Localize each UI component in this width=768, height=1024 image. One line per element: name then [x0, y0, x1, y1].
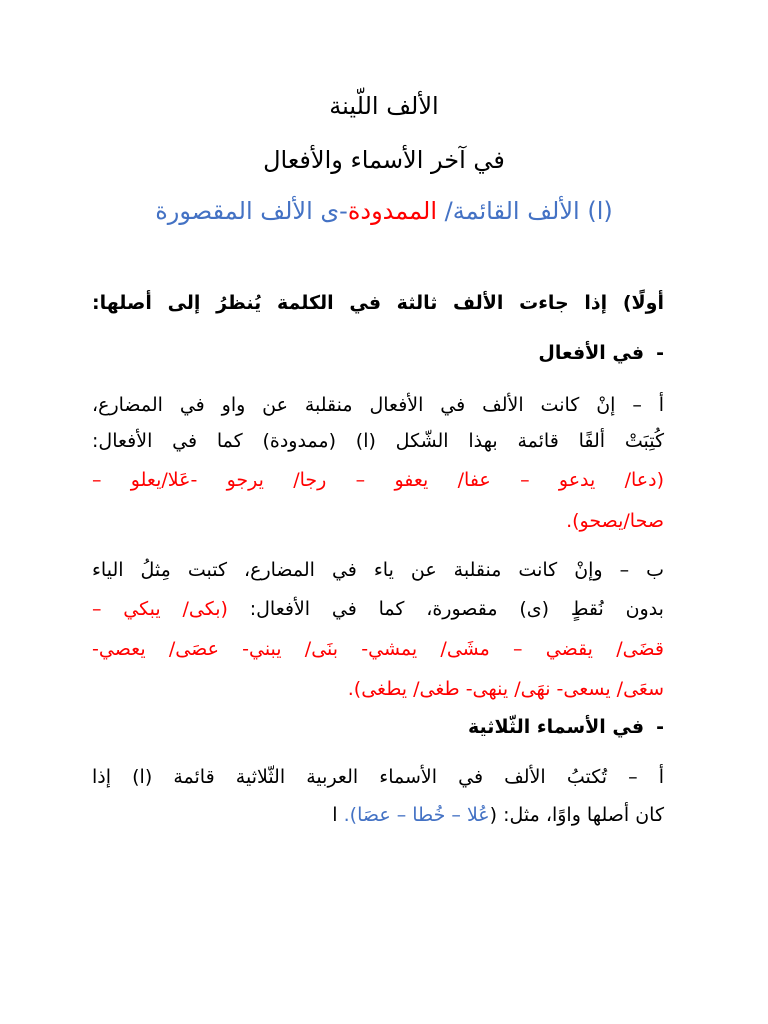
- para-b-line-2-red: (بكى/ يبكي –: [92, 598, 228, 620]
- title-line-2: في آخر الأسماء والأفعال: [263, 146, 505, 174]
- title-blue-part-a: (ا) الألف القائمة/: [437, 197, 613, 225]
- para-b-line-1: ب – وإنْ كانت منقلبة عن ياء في المضارع، كتبت مِثلُ الياء: [92, 559, 664, 581]
- para-a-line-3: (دعا/ يدعو – عفا/ يعفو – رجا/ يرجو -عَلا/يعلو –: [92, 469, 664, 491]
- para-b-line-2: [92, 594, 664, 624]
- para-c-line-2-text: كان أصلها واوًا، مثل: (: [489, 804, 664, 826]
- subheading-text: في الأفعال: [538, 342, 645, 364]
- title-line-3: [0, 192, 768, 230]
- para-a-line-4: صحا/يصحو).: [566, 510, 664, 532]
- para-a-line-1: أ – إنْ كانت الألف في الأفعال منقلبة عن واو في المضارع،: [92, 394, 664, 416]
- title-red-part: الممدودة: [347, 197, 438, 225]
- para-c-examples: عُلا – خُطا – عصَا: [357, 804, 490, 826]
- section2-subheading: [468, 712, 664, 742]
- para-a-line-2: كُتِبَتْ ألفًا قائمة بهذا الشّكل (ا) (ممدودة) كما في الأفعال:: [92, 430, 664, 452]
- subheading-dash: -: [656, 716, 664, 738]
- subheading-text: في الأسماء الثّلاثية: [468, 716, 645, 738]
- para-c-close: ).: [343, 804, 358, 826]
- para-c-line-1: أ – تُكتبُ الألف في الأسماء العربية الثّلاثية قائمة (ا) إذا: [92, 766, 664, 788]
- para-c-line-2: [332, 800, 664, 830]
- para-b-line-4: سعَى/ يسعى- نهَى/ ينهى- طغى/ يطغى).: [347, 678, 664, 700]
- title-blue-part-b: -ى الألف المقصورة: [155, 197, 348, 225]
- title-line-1: الألف اللّينة: [329, 92, 439, 120]
- para-c-tail: ا: [332, 804, 344, 826]
- subheading-dash: -: [656, 342, 664, 364]
- para-b-line-3: قضَى/ يقضي – مشَى/ يمشي- بنَى/ يبني- عصَى/ يعصي-: [92, 638, 664, 660]
- section1-subheading: [538, 338, 664, 368]
- para-b-line-2-text: بدون نُقطٍ (ى) مقصورة، كما في الأفعال:: [227, 598, 664, 620]
- section1-heading: أولًا) إذا جاءت الألف ثالثة في الكلمة يُنظرُ إلى أصلها:: [92, 292, 664, 314]
